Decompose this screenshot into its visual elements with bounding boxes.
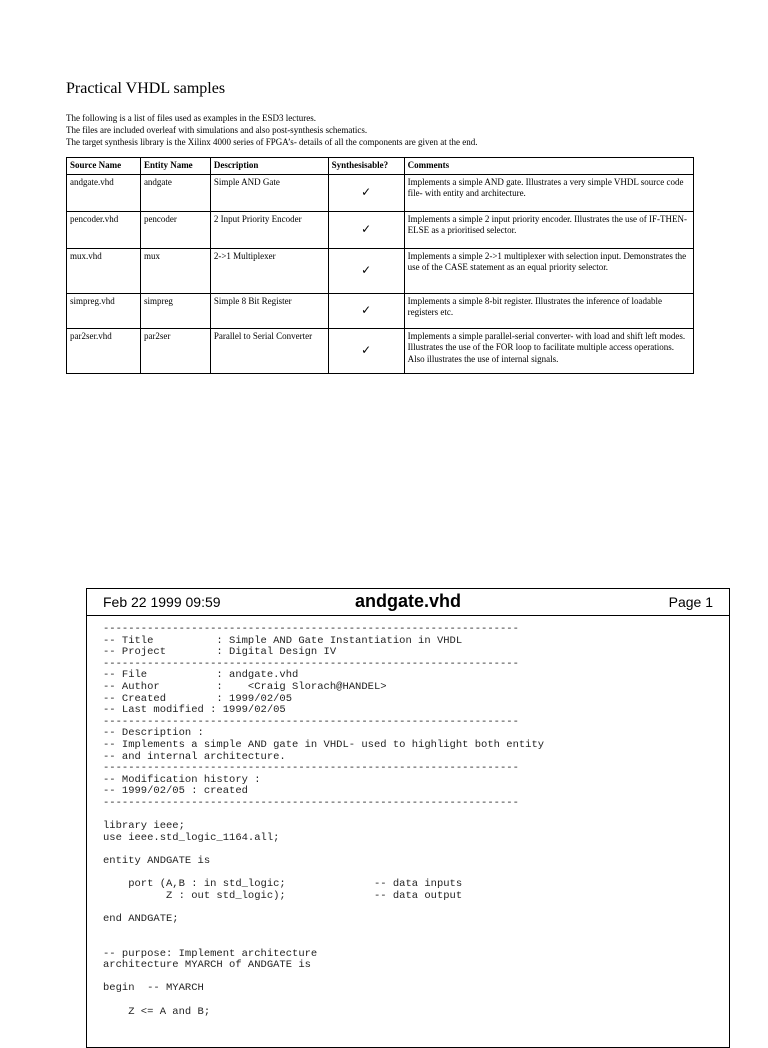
code-line (103, 937, 729, 949)
samples-table (66, 157, 694, 374)
code-line: port (A,B : in std_logic; -- data inputs (103, 878, 463, 891)
code-line: -- Created : 1999/02/05 (103, 692, 293, 705)
cell-entity: mux (140, 248, 210, 293)
code-line: -- and internal architecture. (103, 750, 286, 763)
code-line: Z <= A and B; (103, 1005, 211, 1018)
checkmark-icon: ✓ (328, 248, 404, 293)
code-line: -- Implements a simple AND gate in VHDL- used to highlight both entity (103, 738, 545, 751)
cell-entity: pencoder (140, 211, 210, 248)
listing-date: Feb 22 1999 09:59 (103, 594, 221, 610)
cell-source: mux.vhd (67, 248, 141, 293)
cell-description: Parallel to Serial Converter (210, 328, 328, 373)
table-row (67, 293, 694, 328)
table-row (67, 211, 694, 248)
listing-page-number: Page 1 (668, 594, 713, 610)
cell-description: 2->1 Multiplexer (210, 248, 328, 293)
code-line: begin -- MYARCH (103, 982, 204, 995)
header-source-name: Source Name (67, 158, 141, 175)
code-line: end ANDGATE; (103, 912, 179, 925)
code-line: ------------------------------------------------------------------ (103, 657, 519, 670)
cell-comments: Implements a simple 2->1 multiplexer with selection input. Demonstrates the use of the CASE statement as an equal priority selector. (404, 248, 693, 293)
cell-source: andgate.vhd (67, 174, 141, 211)
code-line: ------------------------------------------------------------------ (103, 762, 519, 775)
header-description: Description (210, 158, 328, 175)
code-line: Z : out std_logic); -- data output (103, 889, 463, 902)
code-line: ------------------------------------------------------------------ (103, 796, 519, 809)
code-line: ------------------------------------------------------------------ (103, 715, 519, 728)
page-title: Practical VHDL samples (66, 80, 226, 97)
table-header-row (67, 158, 694, 175)
code-line (103, 902, 729, 914)
code-line: -- Description : (103, 727, 204, 740)
listing-filename: andgate.vhd (354, 591, 461, 611)
code-line: -- Title : Simple AND Gate Instantiation in VHDL (103, 634, 463, 647)
header-entity-name: Entity Name (140, 158, 210, 175)
code-line (103, 925, 729, 937)
code-line: -- Project : Digital Design IV (103, 646, 337, 659)
code-body (87, 616, 729, 1018)
checkmark-icon: ✓ (328, 211, 404, 248)
intro-line: The following is a list of files used as examples in the ESD3 lectures. (66, 113, 316, 123)
table-row (67, 328, 694, 373)
code-line (103, 995, 729, 1007)
code-listing (86, 588, 730, 1048)
checkmark-icon: ✓ (328, 328, 404, 373)
header-comments: Comments (404, 158, 693, 175)
intro-line: The files are included overleaf with simulations and also post-synthesis schematics. (66, 125, 368, 135)
code-line: -- Author : <Craig Slorach@HANDEL> (103, 680, 387, 693)
cell-comments: Implements a simple 8-bit register. Illustrates the inference of loadable registers etc. (404, 293, 693, 328)
cell-source: par2ser.vhd (67, 328, 141, 373)
code-line: -- 1999/02/05 : created (103, 785, 248, 798)
checkmark-icon: ✓ (328, 293, 404, 328)
code-line: -- Last modified : 1999/02/05 (103, 704, 286, 717)
code-line: use ieee.std_logic_1164.all; (103, 831, 280, 844)
code-line (103, 810, 729, 822)
cell-source: pencoder.vhd (67, 211, 141, 248)
intro-line: The target synthesis library is the Xilinx 4000 series of FPGA’s- details of all the components are given at the end. (66, 137, 478, 147)
cell-entity: simpreg (140, 293, 210, 328)
code-line: -- purpose: Implement architecture (103, 947, 318, 960)
cell-entity: par2ser (140, 328, 210, 373)
code-line: entity ANDGATE is (103, 854, 211, 867)
header-synthesisable: Synthesisable? (328, 158, 404, 175)
intro-text (66, 112, 706, 148)
cell-comments: Implements a simple 2 input priority encoder. Illustrates the use of IF-THEN-ELSE as a prioritised selector. (404, 211, 693, 248)
code-line: -- File : andgate.vhd (103, 669, 299, 682)
code-line: architecture MYARCH of ANDGATE is (103, 959, 311, 972)
cell-entity: andgate (140, 174, 210, 211)
cell-description: 2 Input Priority Encoder (210, 211, 328, 248)
table-row (67, 248, 694, 293)
cell-description: Simple AND Gate (210, 174, 328, 211)
code-line: library ieee; (103, 820, 185, 833)
code-line: -- Modification history : (103, 773, 261, 786)
table-row (67, 174, 694, 211)
cell-comments: Implements a simple AND gate. Illustrates a very simple VHDL source code file- with entity and architecture. (404, 174, 693, 211)
cell-description: Simple 8 Bit Register (210, 293, 328, 328)
cell-source: simpreg.vhd (67, 293, 141, 328)
code-line: ------------------------------------------------------------------ (103, 623, 519, 635)
cell-comments: Implements a simple parallel-serial converter- with load and shift left modes. Illustrates the use of the FOR loop to facilitate multiple access operations. Also illustrates the use of internal signals. (404, 328, 693, 373)
checkmark-icon: ✓ (328, 174, 404, 211)
listing-header (87, 589, 729, 616)
